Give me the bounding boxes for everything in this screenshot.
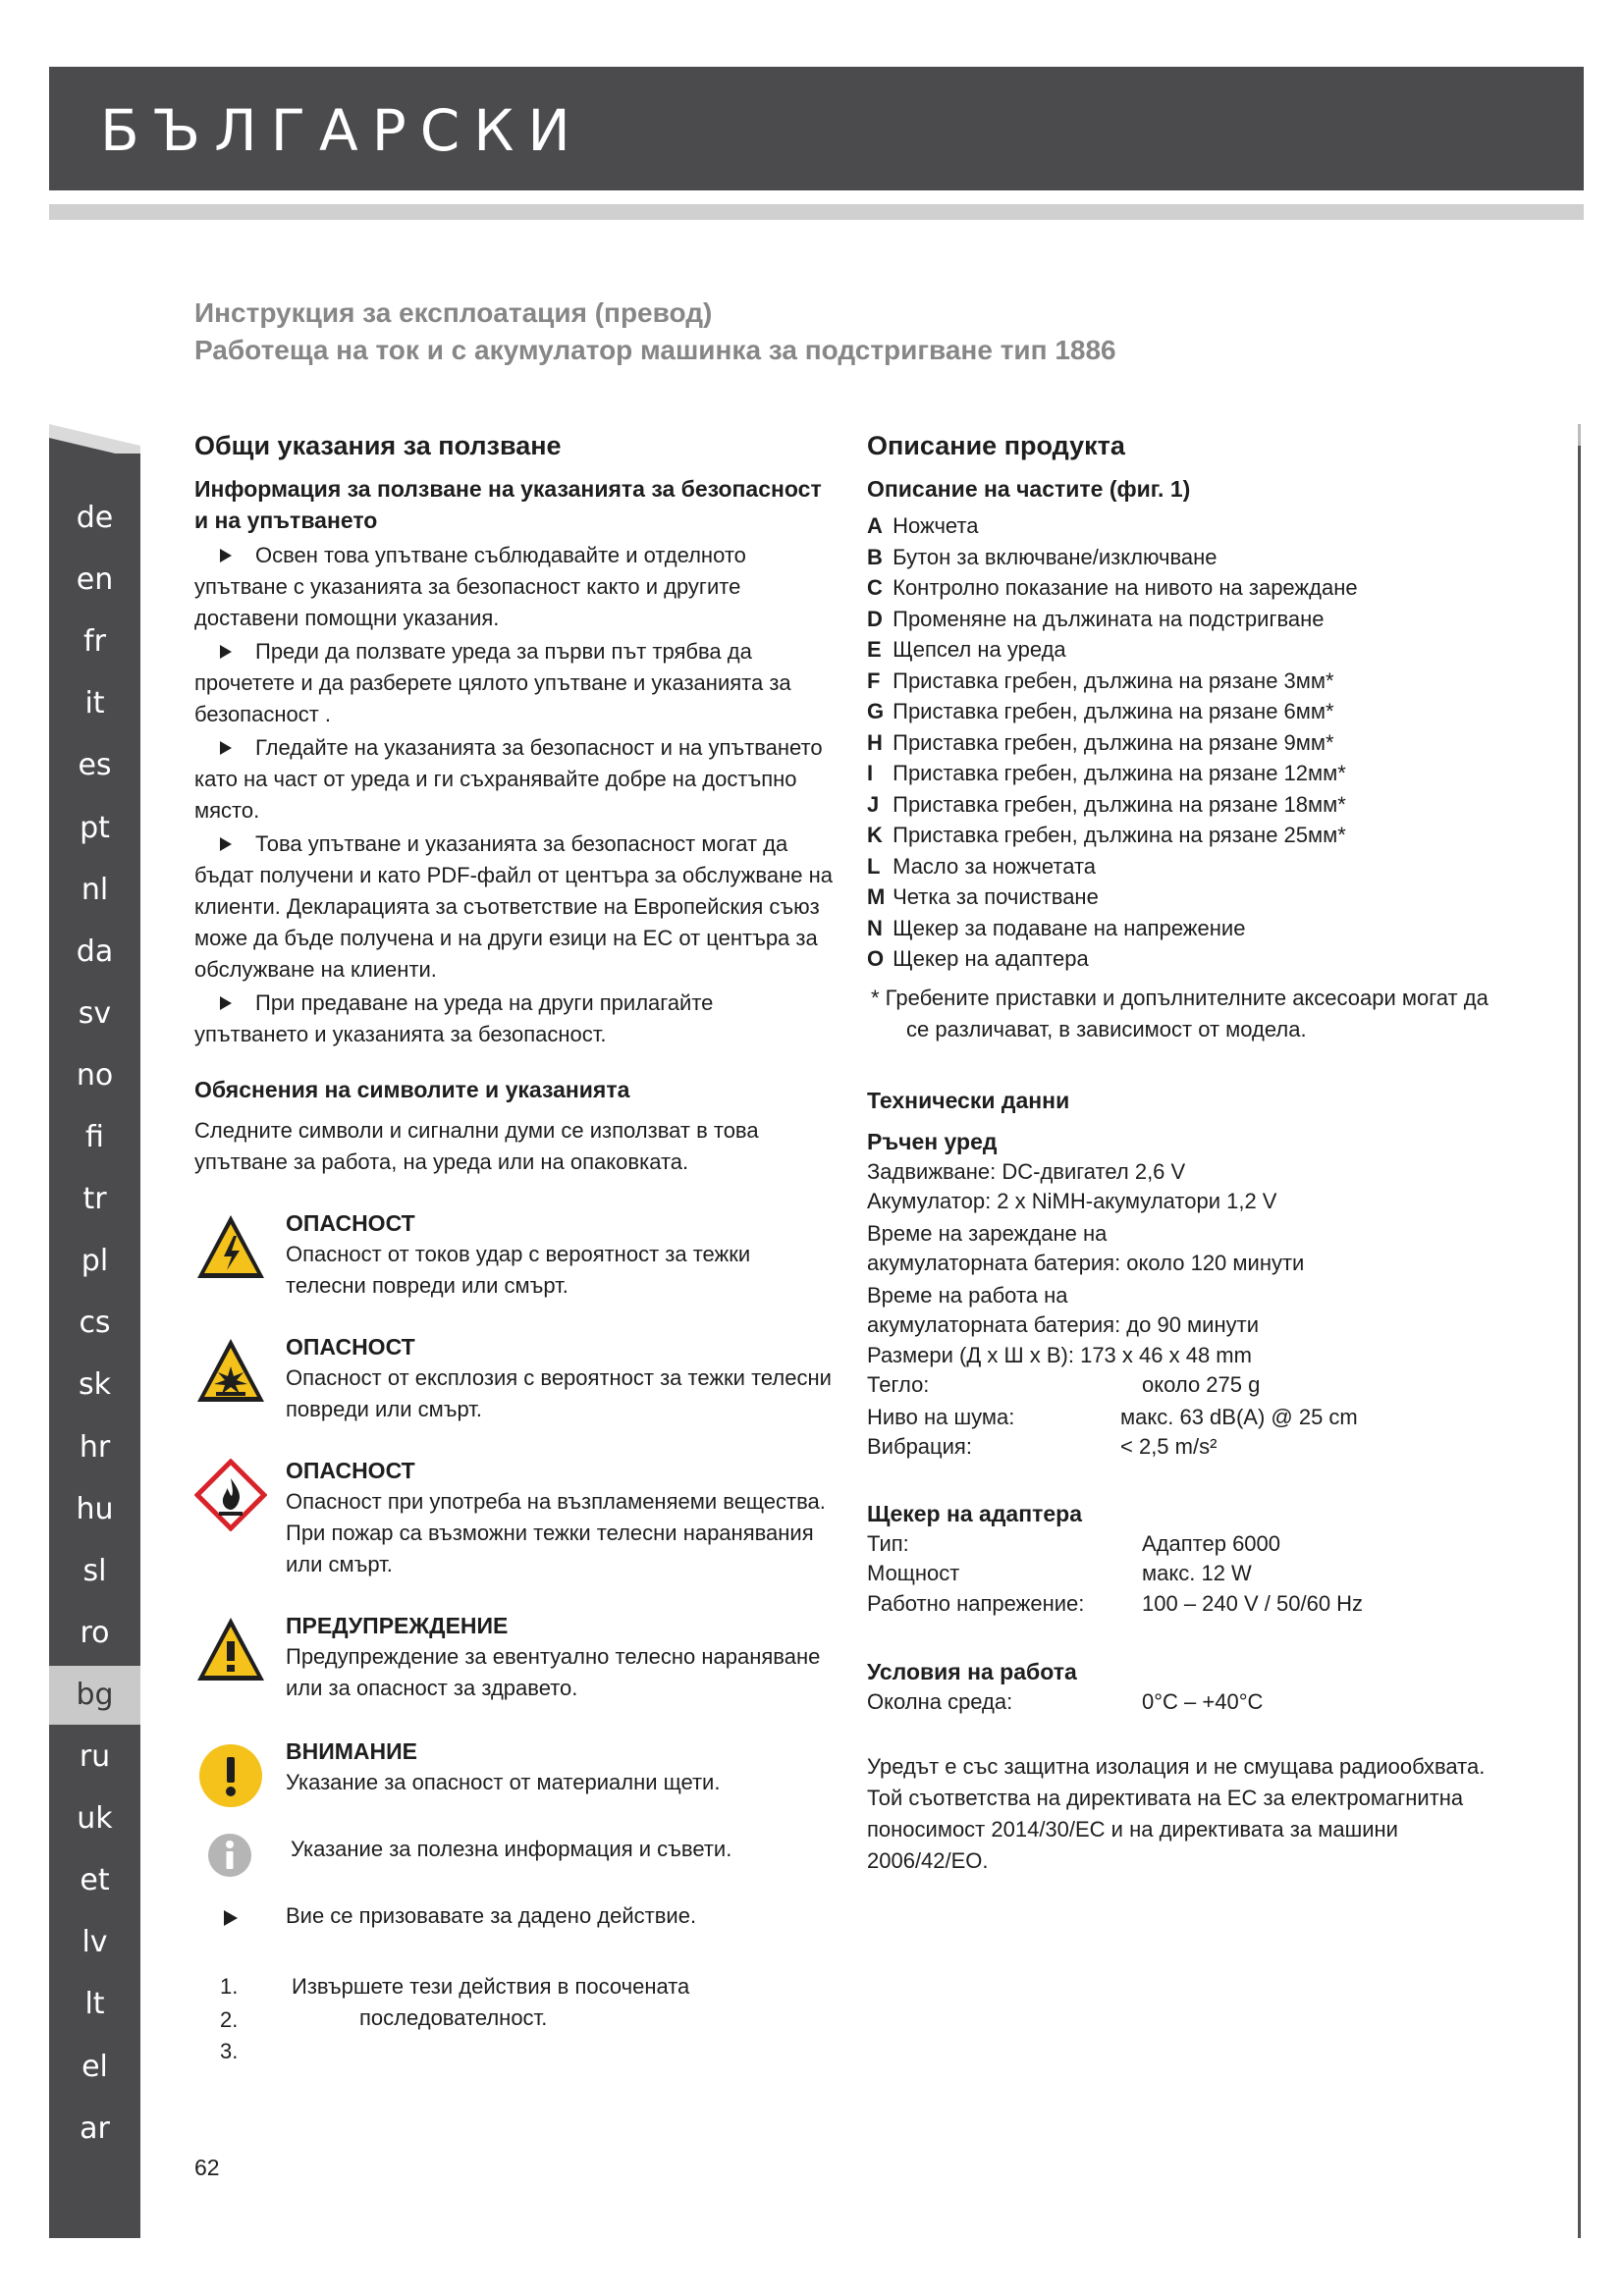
language-tab-sv[interactable]: sv: [78, 995, 112, 1031]
dimensions-text: Размери (Д x Ш x В): 173 x 46 x 48 mm: [867, 1342, 1252, 1367]
symbol-text: Опасност при употреба на възпламеняеми вещества. При пожар са възможни тежки телесни наранявания или смърт.: [286, 1489, 826, 1576]
charge-time-text-1: Време на зареждане на: [867, 1220, 1108, 1246]
spec-value: макс. 12 W: [1142, 1561, 1252, 1585]
part-text: Приставка гребен, дължина на рязане 3мм*: [893, 667, 1334, 693]
bullet-arrow-icon: [194, 636, 255, 667]
language-tab-de[interactable]: de: [76, 501, 114, 535]
part-letter: L: [867, 853, 881, 879]
language-tab-bg[interactable]: bg: [49, 1666, 140, 1725]
spec-label: Тегло:: [867, 1372, 930, 1397]
language-tab-hr[interactable]: hr: [79, 1429, 111, 1465]
language-tab-hu[interactable]: hu: [76, 1491, 114, 1526]
header-rule: [49, 204, 1584, 220]
symbol-label: ПРЕДУПРЕЖДЕНИЕ: [286, 1613, 509, 1638]
part-row: [867, 758, 1515, 789]
part-letter: M: [867, 884, 886, 909]
spec-label: Работно напрежение:: [867, 1590, 1085, 1616]
language-sidebar: [49, 424, 140, 2238]
language-tab-pt[interactable]: pt: [80, 810, 110, 845]
part-row: [867, 696, 1515, 727]
document-title-line-2: Работеща на ток и с акумулатор машинка за подстригване тип 1886: [194, 335, 1116, 365]
part-text: Приставка гребен, дължина на рязане 6мм*: [893, 699, 1334, 723]
language-tab-ar[interactable]: ar: [80, 2110, 110, 2146]
part-letter: C: [867, 575, 883, 600]
language-tab-ru[interactable]: ru: [79, 1739, 111, 1774]
spec-value: Адаптер 6000: [1142, 1530, 1281, 1556]
part-row: [867, 913, 1515, 944]
attention-icon: [194, 1739, 267, 1812]
left-column: [194, 428, 833, 2069]
bullet-text: Преди да ползвате уреда за първи път трябва да прочетете и да разберете цялото упътване и указанията за безопасност .: [194, 639, 791, 726]
run-time-text-1: Време на работа на: [867, 1282, 1068, 1308]
adapter-heading: Щекер на адаптера: [867, 1500, 1083, 1526]
safety-bullet: [194, 540, 833, 634]
language-tab-el[interactable]: el: [81, 2049, 108, 2084]
page-number: 62: [194, 2155, 220, 2180]
dimensions-spec: [867, 1341, 1515, 1371]
part-letter: H: [867, 729, 883, 755]
part-text: Четка за почистване: [893, 884, 1099, 909]
conditions-heading: Условия на работа: [867, 1659, 1077, 1684]
part-text: Приставка гребен, дължина на рязане 18мм*: [893, 791, 1346, 817]
parts-heading: Описание на частите (фиг. 1): [867, 476, 1191, 502]
info-icon: [206, 1832, 253, 1879]
language-tab-fr[interactable]: fr: [83, 624, 106, 660]
language-list: [49, 454, 140, 2238]
spec-label: Вибрация:: [867, 1434, 972, 1459]
battery-text: Акумулатор: 2 x NiMH-акумулатори 1,2 V: [867, 1189, 1277, 1213]
part-text: Променяне на дължината на подстригване: [893, 606, 1325, 631]
part-text: Ножчета: [893, 513, 979, 538]
header-bar: [49, 67, 1584, 190]
part-text: Приставка гребен, дължина на рязане 25мм*: [893, 823, 1346, 847]
bullet-arrow-icon: [194, 540, 255, 571]
part-text: Щекер за подаване на напрежение: [893, 915, 1246, 940]
language-tab-it[interactable]: it: [84, 686, 105, 721]
language-tab-es[interactable]: es: [78, 748, 112, 783]
weight-spec: [867, 1370, 1515, 1401]
handheld-heading: Ръчен уред: [867, 1128, 998, 1154]
spec-value: около 275 g: [1142, 1372, 1261, 1397]
noise-spec: [867, 1403, 1515, 1433]
part-text: Приставка гребен, дължина на рязане 9мм*: [893, 729, 1334, 755]
part-row: [867, 510, 1515, 542]
bullet-text: Освен това упътване съблюдавайте и отделното упътване с указанията за безопасност както и другите доставени помощни указания.: [194, 543, 746, 630]
language-tab-lv[interactable]: lv: [81, 1925, 108, 1960]
language-tab-et[interactable]: et: [80, 1863, 110, 1898]
language-tab-pl[interactable]: pl: [81, 1244, 109, 1279]
part-text: Щекер на адаптера: [893, 946, 1089, 971]
part-row: [867, 789, 1515, 821]
bullet-text: При предаване на уреда на други прилагайте упътването и указанията за безопасност.: [194, 990, 714, 1046]
symbols-intro: Следните символи и сигнални думи се използват в това упътване за работа, на уреда или на опаковката.: [194, 1118, 759, 1174]
symbol-text: Предупреждение за евентуално телесно нараняване или за опасност за здравето.: [286, 1644, 821, 1700]
symbol-row-attention: [194, 1735, 833, 1814]
symbol-row-danger-explosion: [194, 1331, 833, 1425]
document-title: [194, 294, 1116, 369]
language-tab-fi[interactable]: fi: [85, 1120, 104, 1154]
language-tab-nl[interactable]: nl: [81, 872, 109, 907]
run-time-spec-1: [867, 1281, 1515, 1311]
type-spec: [867, 1529, 1515, 1560]
part-text: Приставка гребен, дължина на рязане 12мм*: [893, 761, 1346, 785]
drive-spec: [867, 1157, 1515, 1188]
symbol-row-info: [194, 1822, 833, 1881]
spec-label: Мощност: [867, 1561, 960, 1585]
part-letter: F: [867, 667, 881, 693]
language-tab-no[interactable]: no: [76, 1057, 114, 1093]
part-row: [867, 572, 1515, 604]
language-tab-en[interactable]: en: [76, 562, 114, 598]
column-rule-top: [1578, 424, 1581, 446]
symbol-row-action: [194, 1893, 833, 1942]
parts-footnote: * Гребените приставки и допълнителните аксесоари могат да се различават, в зависимост от модела.: [871, 985, 1489, 1041]
symbol-label: ОПАСНОСТ: [286, 1458, 415, 1483]
part-row: [867, 666, 1515, 697]
part-text: Масло за ножчетата: [893, 853, 1097, 879]
charge-time-spec-2: [867, 1249, 1515, 1279]
part-letter: K: [867, 823, 883, 847]
part-letter: I: [867, 761, 874, 785]
part-letter: D: [867, 606, 883, 631]
spec-value: 100 – 240 V / 50/60 Hz: [1142, 1590, 1364, 1616]
action-arrow-icon: [224, 1910, 238, 1926]
bullet-arrow-icon: [194, 828, 255, 860]
right-column: [867, 428, 1515, 1877]
language-tab-lt[interactable]: lt: [84, 1987, 105, 2022]
language-tab-sk[interactable]: sk: [78, 1367, 111, 1403]
language-tab-sl[interactable]: sl: [82, 1553, 107, 1588]
symbol-label: ОПАСНОСТ: [286, 1334, 415, 1360]
part-letter: O: [867, 946, 885, 971]
column-rule: [1578, 446, 1581, 2238]
explosion-warning-icon: [194, 1335, 267, 1408]
drive-text: Задвижване: DC-двигател 2,6 V: [867, 1158, 1186, 1184]
part-letter: N: [867, 915, 883, 940]
power-spec: [867, 1559, 1515, 1589]
language-tab-cs[interactable]: cs: [79, 1306, 111, 1341]
symbol-text: Опасност от токов удар с вероятност за тежки телесни повреди или смърт.: [286, 1242, 751, 1298]
safety-bullet: [194, 636, 833, 730]
spec-label: Тип:: [867, 1530, 909, 1556]
step-number: 1.: [220, 1974, 239, 1999]
spec-value: 0°C – +40°C: [1142, 1689, 1264, 1714]
bullet-text: Гледайте на указанията за безопасност и на упътването като на част от уреда и ги съхранявайте добре на достъпно място.: [194, 735, 823, 823]
language-tab-da[interactable]: da: [76, 934, 114, 969]
safety-bullet: [194, 828, 833, 986]
part-text: Бутон за включване/изключване: [893, 544, 1218, 569]
symbol-label: ВНИМАНИЕ: [286, 1738, 418, 1764]
bullet-arrow-icon: [194, 732, 255, 764]
part-letter: E: [867, 637, 882, 662]
part-row: [867, 820, 1515, 851]
tech-heading: Технически данни: [867, 1087, 1070, 1113]
bullet-text: Това упътване и указанията за безопасност могат да бъдат получени и като PDF-файл от центъра за обслужване на клиенти. Декларацията за съответствие на Европейския съюз може да бъде получена и на други езици на ЕС от центъра за обслужване на клиенти.: [194, 831, 833, 982]
safety-info-heading: Информация за ползване на указанията за безопасност и на упътването: [194, 476, 822, 533]
steps-block: [194, 1971, 833, 2069]
part-row: [867, 943, 1515, 975]
steps-text-line-2: последователност.: [359, 2005, 548, 2030]
part-letter: J: [867, 791, 880, 817]
symbol-label: ОПАСНОСТ: [286, 1210, 415, 1236]
compliance-text: Уредът е със защитна изолация и не смущава радиообхвата. Той съответства на директивата на ЕС за електромагнитна поносимост 2014/30/EC и на директивата за машини 2006/42/EO.: [867, 1753, 1486, 1873]
part-letter: A: [867, 513, 883, 538]
symbol-text: Указание за опасност от материални щети.: [286, 1770, 721, 1794]
symbol-row-warning: [194, 1610, 833, 1704]
step-number: 3.: [220, 2039, 239, 2063]
electric-shock-warning-icon: [194, 1211, 267, 1284]
symbol-text: Опасност от експлозия с вероятност за тежки телесни повреди или смърт.: [286, 1365, 832, 1421]
info-note: Указание за полезна информация и съвети.: [291, 1837, 732, 1861]
run-time-spec-2: [867, 1310, 1515, 1341]
voltage-spec: [867, 1589, 1515, 1620]
part-row: [867, 881, 1515, 913]
language-tab-ro[interactable]: ro: [80, 1615, 110, 1650]
symbol-row-danger-flammable: [194, 1455, 833, 1580]
steps-text-line-1: Извършете тези действия в посочената: [292, 1974, 690, 1999]
language-tab-uk[interactable]: uk: [77, 1801, 113, 1837]
part-row: [867, 634, 1515, 666]
language-title: БЪЛГАРСКИ: [100, 97, 584, 164]
safety-bullet-list: [194, 540, 833, 1050]
product-heading: Описание продукта: [867, 431, 1125, 460]
charge-time-text-2: акумулаторната батерия: около 120 минути: [867, 1251, 1305, 1275]
general-heading: Общи указания за ползване: [194, 431, 562, 460]
general-warning-icon: [194, 1614, 267, 1686]
spec-value: макс. 63 dB(A) @ 25 cm: [1120, 1404, 1358, 1429]
step-number: 2.: [220, 2007, 239, 2032]
symbols-heading: Обяснения на символите и указанията: [194, 1077, 630, 1102]
flammable-hazard-icon: [194, 1459, 267, 1531]
spec-label: Околна среда:: [867, 1689, 1013, 1714]
part-text: Контролно показание на нивото на зареждане: [893, 575, 1358, 600]
part-row: [867, 604, 1515, 635]
document-title-line-1: Инструкция за експлоатация (превод): [194, 297, 713, 328]
part-text: Щепсел на уреда: [893, 637, 1066, 662]
battery-spec: [867, 1187, 1515, 1217]
part-row: [867, 727, 1515, 759]
vibration-spec: [867, 1432, 1515, 1463]
charge-time-spec-1: [867, 1219, 1515, 1250]
safety-bullet: [194, 988, 833, 1050]
part-row: [867, 851, 1515, 882]
safety-bullet: [194, 732, 833, 827]
ambient-spec: [867, 1687, 1515, 1718]
symbol-row-danger-electric: [194, 1207, 833, 1302]
part-row: [867, 542, 1515, 573]
part-letter: G: [867, 699, 885, 723]
spec-value: < 2,5 m/s²: [1120, 1434, 1218, 1459]
action-note: Вие се призовавате за дадено действие.: [286, 1903, 697, 1928]
bullet-arrow-icon: [194, 988, 255, 1019]
run-time-text-2: акумулаторната батерия: до 90 минути: [867, 1312, 1259, 1337]
parts-list: [867, 510, 1515, 975]
language-tab-tr[interactable]: tr: [82, 1182, 107, 1217]
part-letter: B: [867, 544, 883, 569]
spec-label: Ниво на шума:: [867, 1404, 1015, 1429]
